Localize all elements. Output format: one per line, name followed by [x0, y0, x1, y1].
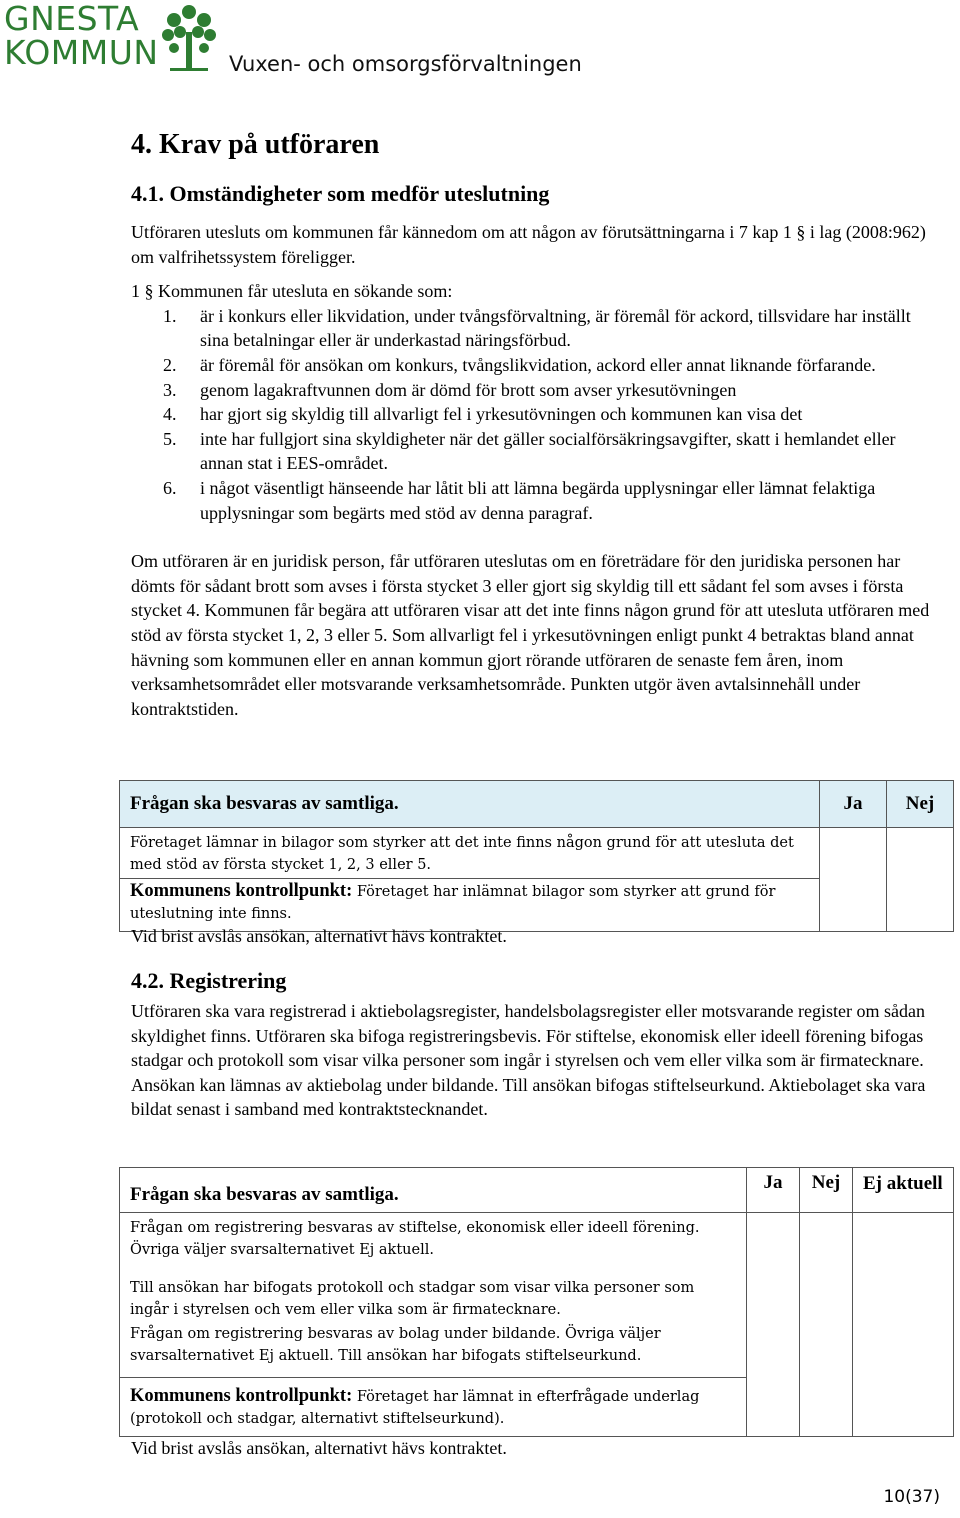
answer-table-1	[119, 780, 954, 932]
list-item	[131, 304, 941, 353]
list-item	[131, 427, 941, 476]
control-text: Företaget har lämnat in efterfrågade underlag (protokoll och stadgar, alternativt stiftelseurkund).	[130, 1389, 700, 1427]
list-text: inte har fullgjort sina skyldigheter när det gäller socialförsäkringsavgifter, skatt i hemlandet eller annan stat i EES-området.	[200, 428, 896, 474]
control-text: Företaget har inlämnat bilagor som styrker att grund för uteslutning inte finns.	[130, 884, 776, 922]
section-4-2	[131, 967, 941, 1122]
answer-ja-checkbox[interactable]	[747, 1213, 800, 1437]
exclusion-list	[131, 304, 941, 525]
intro-paragraph: Utföraren utesluts om kommunen får kännedom om att någon av förutsättningarna i 7 kap 1 § i lag (2008:962) om valfrihetssystem föreligger.	[131, 222, 926, 267]
registration-paragraph: Utföraren ska vara registrerad i aktiebolagsregister, handelsbolagsregister eller motsvarande register om sådan skyldighet finns. Utföraren ska bifoga registreringsbevis. För stiftelse, ekonomisk eller ideell förening bifogas stadgar och protokoll som visar vilka personer som ingår i styrelsen och vem eller vilka som är firmatecknare. Ansökan kan lämnas av aktiebolag under bildande. Till ansökan bifogas stiftelseurkund. Aktiebolaget ska vara bildat senast i samband med kontraktstecknandet.	[131, 1001, 926, 1120]
control-point	[120, 1377, 746, 1436]
logo-line1: GNESTA	[4, 0, 140, 38]
list-text: har gjort sig skyldig till allvarligt fel i yrkesutövningen och kommunen kan visa det	[200, 404, 803, 425]
table2-note: Vid brist avslås ansökan, alternativt hävs kontraktet.	[131, 1438, 507, 1458]
subsection-title-4-1: 4.1. Omständigheter som medför uteslutning	[131, 181, 550, 206]
row-text: Företaget lämnar in bilagor som styrker att det inte finns någon grund för att utesluta det med stöd av första stycket 1, 2, 3 eller 5.	[120, 828, 819, 879]
list-text: genom lagakraftvunnen dom är dömd för brott som avser yrkesutövningen	[200, 379, 737, 400]
control-point	[120, 879, 819, 931]
answer-nej-checkbox[interactable]	[887, 828, 954, 932]
col-nej-header: Nej	[800, 1168, 853, 1213]
table1-note: Vid brist avslås ansökan, alternativt hävs kontraktet.	[131, 926, 507, 946]
legal-person-paragraph: Om utföraren är en juridisk person, får utföraren uteslutas om en företrädare för den juridiska personen har dömts för sådant brott som avses i första stycket 3 eller gjort sig skyldig till ett sådant fel som avses i första stycket 4. Kommunen får begära att utföraren visar att det inte finns någon grund för att utesluta utföraren med stöd av första stycket 1, 2, 3 eller 5. Som allvarligt fel i yrkesutövningen enligt punkt 4 betraktas bland annat hävning som kommunen eller en annan kommun gjort rörande utföraren de senaste fem åren, inom verksamhetsområdet eller motsvarande verksamhetsområde. Punkten utgör även avtalsinnehåll under kontraktstiden.	[131, 551, 930, 719]
control-label: Kommunens kontrollpunkt:	[130, 881, 353, 901]
col-ej-header: Ej aktuell	[853, 1168, 954, 1213]
table-header-row	[120, 781, 954, 828]
list-number: 1.	[163, 305, 177, 326]
question-cell	[120, 1213, 747, 1437]
col-ja-header: Ja	[820, 781, 887, 828]
list-number: 3.	[163, 379, 177, 400]
answer-table-2	[119, 1167, 954, 1437]
question-header: Frågan ska besvaras av samtliga.	[120, 1168, 747, 1213]
row-text-1: Frågan om registrering besvaras av stiftelse, ekonomisk eller ideell förening. Övriga väljer svarsalternativet Ej aktuell.	[130, 1220, 700, 1258]
department-name: Vuxen- och omsorgsförvaltningen	[229, 52, 582, 76]
list-number: 2.	[163, 354, 177, 375]
row-text-2: Till ansökan har bifogats protokoll och stadgar som visar vilka personer som ingår i styrelsen och vem eller vilka som är firmatecknare.	[130, 1280, 695, 1318]
main-content	[131, 128, 941, 721]
subsection-title-4-2: 4.2. Registrering	[131, 968, 287, 993]
list-item	[131, 402, 941, 427]
table-row	[120, 828, 954, 932]
list-item	[131, 476, 941, 525]
page-header	[0, 0, 960, 80]
tree-logo-icon	[160, 2, 218, 72]
col-ja-header: Ja	[747, 1168, 800, 1213]
list-text: är föremål för ansökan om konkurs, tvångslikvidation, ackord eller annat liknande förfarande.	[200, 354, 876, 375]
list-number: 6.	[163, 477, 177, 498]
question-header: Frågan ska besvaras av samtliga.	[120, 781, 820, 828]
list-item	[131, 353, 941, 378]
answer-nej-checkbox[interactable]	[800, 1213, 853, 1437]
col-nej-header: Nej	[887, 781, 954, 828]
question-cell	[120, 828, 820, 932]
list-item	[131, 378, 941, 403]
row-text-3: Frågan om registrering besvaras av bolag under bildande. Övriga väljer svarsalternativet Ej aktuell. Till ansökan har bifogats stiftelseurkund.	[130, 1326, 661, 1364]
rule-line: 1 § Kommunen får utesluta en sökande som:	[131, 281, 453, 302]
list-text: är i konkurs eller likvidation, under tvångsförvaltning, är föremål för ackord, tillsvidare har inställt sina betalningar eller är underkastad näringsförbud.	[200, 305, 911, 351]
logo	[4, 2, 159, 70]
page-number: 10(37)	[883, 1487, 940, 1507]
answer-ej-aktuell-checkbox[interactable]	[853, 1213, 954, 1437]
list-number: 5.	[163, 428, 177, 449]
answer-ja-checkbox[interactable]	[820, 828, 887, 932]
section-title: 4. Krav på utföraren	[131, 129, 380, 160]
table-header-row	[120, 1168, 954, 1213]
table-row	[120, 1213, 954, 1437]
control-label: Kommunens kontrollpunkt:	[130, 1386, 353, 1406]
logo-line2: KOMMUN	[4, 33, 159, 72]
list-number: 4.	[163, 404, 177, 425]
list-text: i något väsentligt hänseende har låtit bli att lämna begärda upplysningar eller lämnat felaktiga upplysningar som begärts med stöd av denna paragraf.	[200, 477, 876, 523]
